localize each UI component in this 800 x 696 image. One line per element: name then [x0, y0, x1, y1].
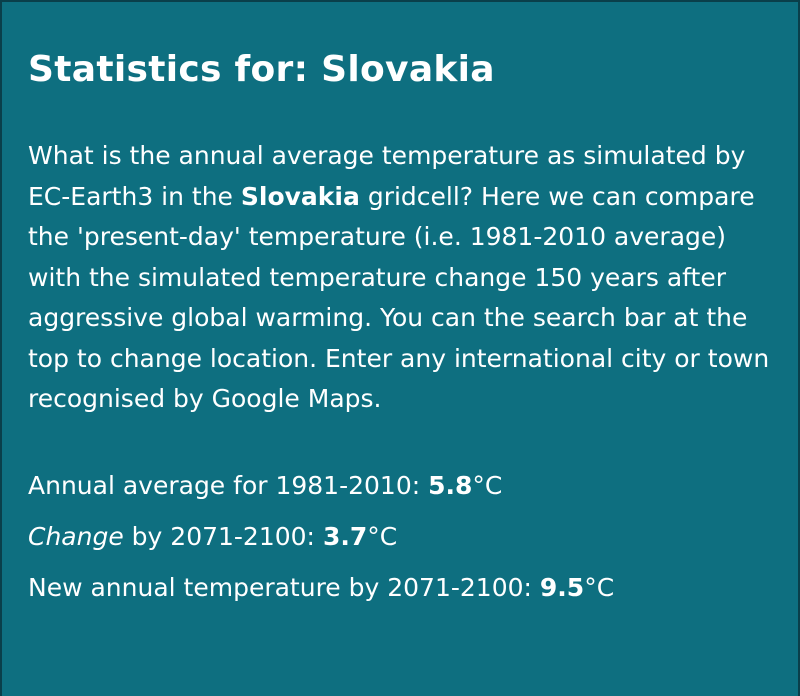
description-text-before: What is the annual average temperature as simulated by EC-Earth3 in the	[28, 141, 746, 211]
statistics-title	[28, 46, 772, 94]
description-text-after: gridcell? Here we can compare the 'present-day' temperature (i.e. 1981-2010 average) with the simulated temperature change 150 years after aggressive global warming. You can the search bar at the top to change location. Enter any international city or town recognised by Google Maps.	[28, 181, 770, 413]
baseline-average-line	[28, 460, 772, 511]
baseline-average-value: 5.8	[428, 470, 473, 500]
temperature-change-value: 3.7	[322, 521, 368, 551]
baseline-average-unit: °C	[472, 470, 503, 500]
new-temperature-line	[28, 562, 772, 613]
temperature-change-line	[28, 511, 772, 562]
new-temperature-unit: °C	[584, 572, 615, 602]
statistics-description	[28, 136, 772, 420]
description-location: Slovakia	[240, 181, 360, 211]
title-prefix: Statistics for:	[28, 49, 309, 90]
new-temperature-label: New annual temperature by 2071-2100:	[28, 572, 532, 602]
temperature-change-unit: °C	[367, 521, 398, 551]
title-location: Slovakia	[321, 49, 495, 90]
temperature-change-label-emphasis: Change	[28, 521, 124, 551]
baseline-average-label: Annual average for 1981-2010:	[28, 470, 421, 500]
temperature-change-label: by 2071-2100:	[131, 521, 315, 551]
new-temperature-value: 9.5	[539, 572, 585, 602]
statistics-values	[28, 460, 772, 613]
